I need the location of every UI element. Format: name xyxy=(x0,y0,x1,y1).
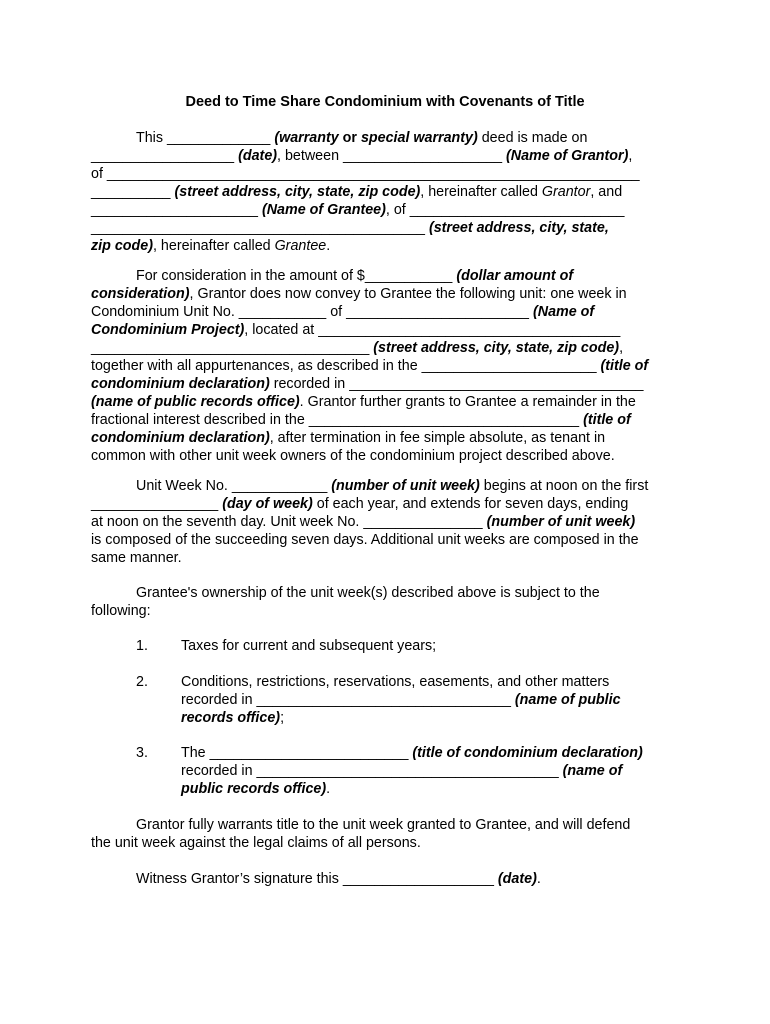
text-line: ________________ (day of week) of each year, and extends for seven days, ending xyxy=(91,496,629,512)
text-line: __________________________________________ (street address, city, state, xyxy=(91,220,609,236)
text-line: Grantor fully warrants title to the unit week granted to Grantee, and will defend xyxy=(136,817,631,833)
text-line: ___________________________________ (street address, city, state, zip code), xyxy=(91,340,624,356)
text-line: consideration), Grantor does now convey to Grantee the following unit: one week in xyxy=(91,286,627,302)
list-number: 1. xyxy=(136,638,148,654)
text-line: Witness Grantor’s signature this ___________________ (date). xyxy=(136,871,541,887)
text-line: recorded in ______________________________________ (name of xyxy=(181,763,623,779)
text-line: is composed of the succeeding seven days. Additional unit weeks are composed in the xyxy=(91,532,639,548)
text-line: Conditions, restrictions, reservations, easements, and other matters xyxy=(181,674,610,690)
text-line: condominium declaration) recorded in _____________________________________ xyxy=(91,376,644,392)
text-line: fractional interest described in the __________________________________ (title of xyxy=(91,412,631,428)
text-line: (name of public records office). Grantor further grants to Grantee a remainder in the xyxy=(91,394,636,410)
text-line: __________ (street address, city, state, zip code), hereinafter called Grantor, and xyxy=(91,184,623,200)
text-line: following: xyxy=(91,603,151,619)
text-line: same manner. xyxy=(91,550,182,566)
text-line: Condominium Project), located at ______________________________________ xyxy=(91,322,621,338)
list-number: 2. xyxy=(136,674,148,690)
text-line: This _____________ (warranty or special warranty) deed is made on xyxy=(136,130,588,146)
text-line: at noon on the seventh day. Unit week No. _______________ (number of unit week) xyxy=(91,514,636,530)
text-line: of ___________________________________________________________________ xyxy=(91,166,640,182)
text-line: the unit week against the legal claims of all persons. xyxy=(91,835,421,851)
document-title: Deed to Time Share Condominium with Covenants of Title xyxy=(185,94,585,110)
text-line: _____________________ (Name of Grantee), of ___________________________ xyxy=(91,202,625,218)
text-line: Grantee's ownership of the unit week(s) described above is subject to the xyxy=(136,585,600,601)
text-line: public records office). xyxy=(181,781,331,797)
text-line: common with other unit week owners of the condominium project described above. xyxy=(91,448,615,464)
text-line: Condominium Unit No. ___________ of _______________________ (Name of xyxy=(91,304,595,320)
text-line: Unit Week No. ____________ (number of unit week) begins at noon on the first xyxy=(136,478,649,494)
text-line: condominium declaration), after termination in fee simple absolute, as tenant in xyxy=(91,430,606,446)
text-line: The _________________________ (title of condominium declaration) xyxy=(181,745,643,761)
text-line: records office); xyxy=(181,710,285,726)
text-line: recorded in ________________________________ (name of public xyxy=(181,692,621,708)
text-line: Taxes for current and subsequent years; xyxy=(181,638,437,654)
text-line: __________________ (date), between ____________________ (Name of Grantor), xyxy=(91,148,633,164)
text-line: together with all appurtenances, as described in the ______________________ (title of xyxy=(91,358,649,374)
text-line: For consideration in the amount of $___________ (dollar amount of xyxy=(136,268,574,284)
list-number: 3. xyxy=(136,745,148,761)
text-line: zip code), hereinafter called Grantee. xyxy=(91,238,331,254)
